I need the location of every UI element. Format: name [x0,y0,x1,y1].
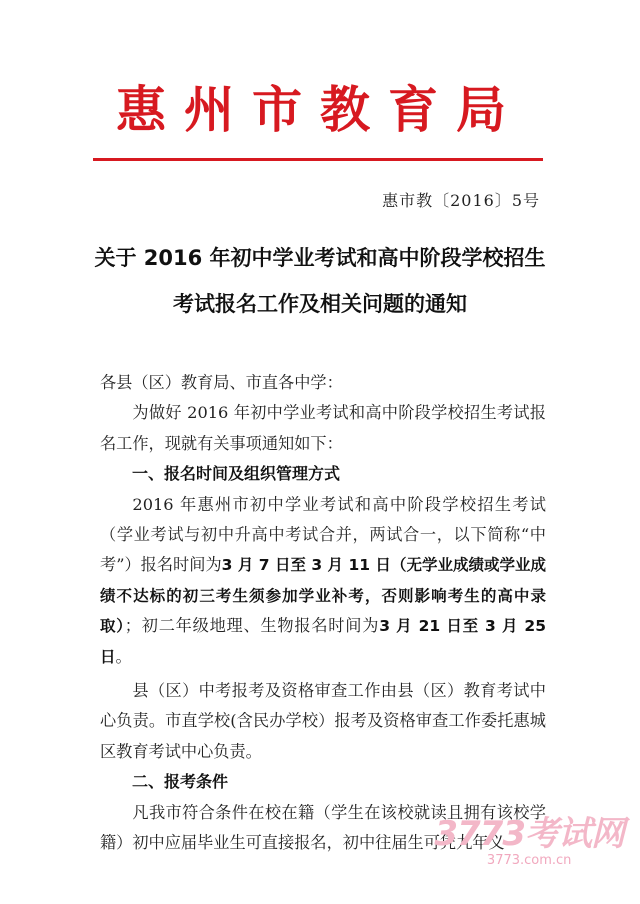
notice-body [100,368,546,859]
watermark-url: 3773.com.cn [486,853,572,868]
intro-paragraph: 为做好 2016 年初中学业考试和高中阶段学校招生考试报名工作，现就有关事项通知如下： [100,403,546,453]
bold-date-range: 3 月 7 日至 3 月 11 日（无学业成绩或学业成绩不达标的初三考生须参加学业补考，否则影响考生的高中录取） [100,556,547,636]
document-number: 惠市教〔2016〕5号 [382,191,540,210]
text-run: 2016 年惠州市初中学业考试和高中阶段学校招生考试（学业考试与初中升高中考试合并，两试合一，以下简称“中考”）报名时间为 [100,494,546,575]
watermark [434,806,624,868]
section-1-paragraph-2: 县（区）中考报考及资格审查工作由县（区）教育考试中心负责。市直学校(含民办学校）报考及资格审查工作委托惠城区教育考试中心负责。 [100,681,546,761]
section-2-paragraph-1: 凡我市符合条件在校在籍（学生在该校就读且拥有该校学籍）初中应届毕业生可直接报名，初中往届生可凭九年义 [100,802,546,853]
notice-title-line-2: 考试报名工作及相关问题的通知 [173,292,467,316]
text-run: 。 [115,646,132,666]
text-run: ；初二年级地理、生物报名时间为 [124,616,380,636]
issuing-org-title: 惠州市教育局 [116,80,524,139]
bold-date-range-2: 3 月 21 日至 3 月 25 日 [100,617,546,666]
salutation: 各县（区）教育局、市直各中学： [100,373,343,392]
watermark-logo: 3773考试网 [434,814,624,854]
section-1-paragraph-1 [100,490,546,672]
notice-title-line-1: 关于 2016 年初中学业考试和高中阶段学校招生 [94,246,546,270]
section-1-heading: 一、报名时间及组织管理方式 [132,464,341,484]
red-header-rule [93,158,543,161]
section-2-heading: 二、报考条件 [132,772,229,792]
